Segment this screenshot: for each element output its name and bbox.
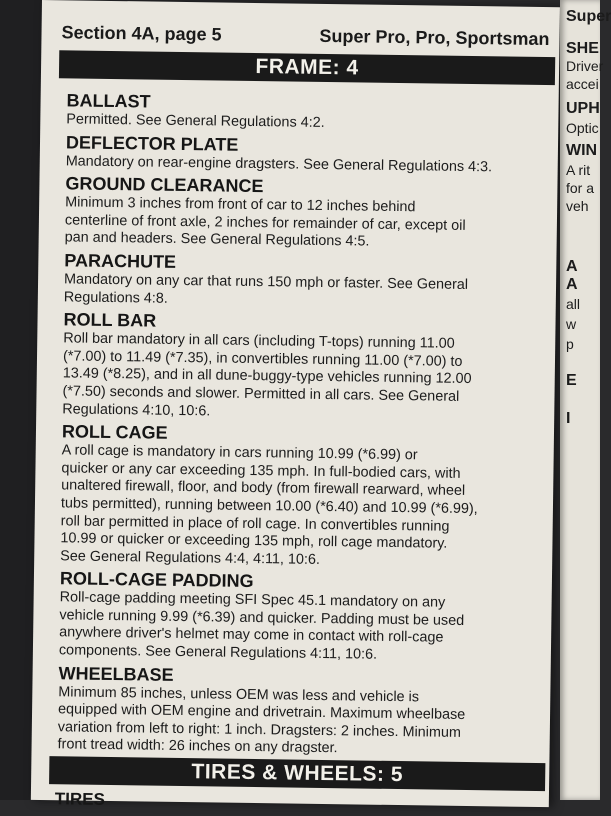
page-header — [61, 22, 549, 53]
section-title-frame: FRAME: 4 — [59, 50, 555, 85]
rule-entry-roll-cage — [60, 421, 544, 572]
adjacent-text: UPH — [566, 100, 600, 117]
rule-entry-ground-clearance — [65, 174, 548, 255]
adjacent-text: E — [566, 372, 577, 389]
adjacent-text: A — [566, 276, 578, 293]
adjacent-text: A rit — [566, 162, 591, 178]
rule-text: Minimum 85 inches, unless OEM was less and vehicle is equipped with OEM engine and drivetrain. Maximum wheelbase variation from left to right: 1 inch. Dragsters: 2 inches. Minimum front tread width: 26 inches on any dragster. — [57, 683, 466, 757]
rule-entry-roll-bar — [62, 309, 545, 425]
rule-entry-ballast — [66, 90, 548, 135]
rule-heading: ROLL BAR — [63, 309, 157, 331]
rule-entry-wheelbase — [57, 663, 540, 761]
rule-heading: WHEELBASE — [58, 662, 174, 685]
rule-text: Permitted. See General Regulations 4:2. — [66, 111, 325, 131]
adjacent-text: SHE — [566, 40, 599, 57]
rule-heading: ROLL-CAGE PADDING — [59, 568, 254, 592]
adjacent-text: w — [566, 316, 577, 332]
adjacent-page-fragment — [560, 0, 611, 800]
adjacent-text: WIN — [566, 142, 598, 159]
rule-entry-parachute — [64, 250, 547, 313]
adjacent-text: Optic — [566, 120, 599, 136]
adjacent-text: Super — [566, 8, 611, 25]
rule-text: Roll bar mandatory in all cars (including T-tops) running 11.00 (*7.00) to 11.49 (*7.35), in convertibles running 11.00 (*7.00) to 13.49 (*8.25), and in all dune-buggy-type vehicles running 12.00 (*7.50) seconds and slower. Permitted in all cars. See General Regulations 4:10, 10:6. — [62, 330, 472, 419]
adjacent-text: p — [566, 336, 574, 352]
rule-text: Mandatory on rear-engine dragsters. See General Regulations 4:3. — [65, 152, 493, 175]
rule-heading: GROUND CLEARANCE — [65, 173, 264, 197]
rule-entry-roll-cage-padding — [59, 569, 542, 667]
tires-heading: TIRES — [54, 789, 106, 809]
rule-heading: DEFLECTOR PLATE — [65, 131, 239, 155]
adjacent-text: all — [566, 296, 581, 312]
rule-heading: PARACHUTE — [64, 250, 177, 272]
adjacent-text: A — [566, 258, 578, 275]
rule-text: Mandatory on any car that runs 150 mph or faster. See General Regulations 4:8. — [63, 271, 469, 307]
adjacent-text: I — [566, 410, 571, 427]
page-classes-label: Super Pro, Pro, Sportsman — [319, 25, 550, 50]
adjacent-text: veh — [566, 198, 589, 214]
page-section-label: Section 4A, page 5 — [61, 22, 222, 45]
adjacent-text: accei — [566, 76, 599, 92]
rule-text: Roll-cage padding meeting SFI Spec 45.1 mandatory on any vehicle running 9.99 (*6.39) and quicker. Padding must be used anywhere driver's helmet may come in contact with roll-cage components. See General Regulations 4:11, 10:6. — [58, 589, 465, 663]
rule-text: Minimum 3 inches from front of car to 12 inches behind centerline of front axle, 2 inches for remainder of car, except oil pan and headers. See General Regulations 4:5. — [64, 194, 466, 250]
section-title-tires-wheels: TIRES & WHEELS: 5 — [49, 756, 545, 791]
rule-heading: BALLAST — [66, 90, 151, 112]
adjacent-text: for a — [566, 180, 595, 196]
rule-text: A roll cage is mandatory in cars running 10.99 (*6.99) or quicker or any car exceeding 135 mph. In full-bodied cars, with unaltered firewall, floor, and body (from firewall rearward, wheel tubs permitted), running between 10.00 (*6.40) and 10.99 (*6.99), roll bar permitted in place of roll cage. In convertibles running 10.99 or quicker or exceeding 135 mph, roll cage mandatory. See General Regulations 4:4, 4:11, 10:6. — [60, 442, 478, 568]
rulebook-page — [31, 0, 560, 807]
rule-entry-deflector-plate — [66, 132, 548, 177]
rules-body — [57, 90, 548, 764]
rule-heading: ROLL CAGE — [61, 421, 168, 443]
adjacent-text: Driver — [566, 58, 604, 74]
